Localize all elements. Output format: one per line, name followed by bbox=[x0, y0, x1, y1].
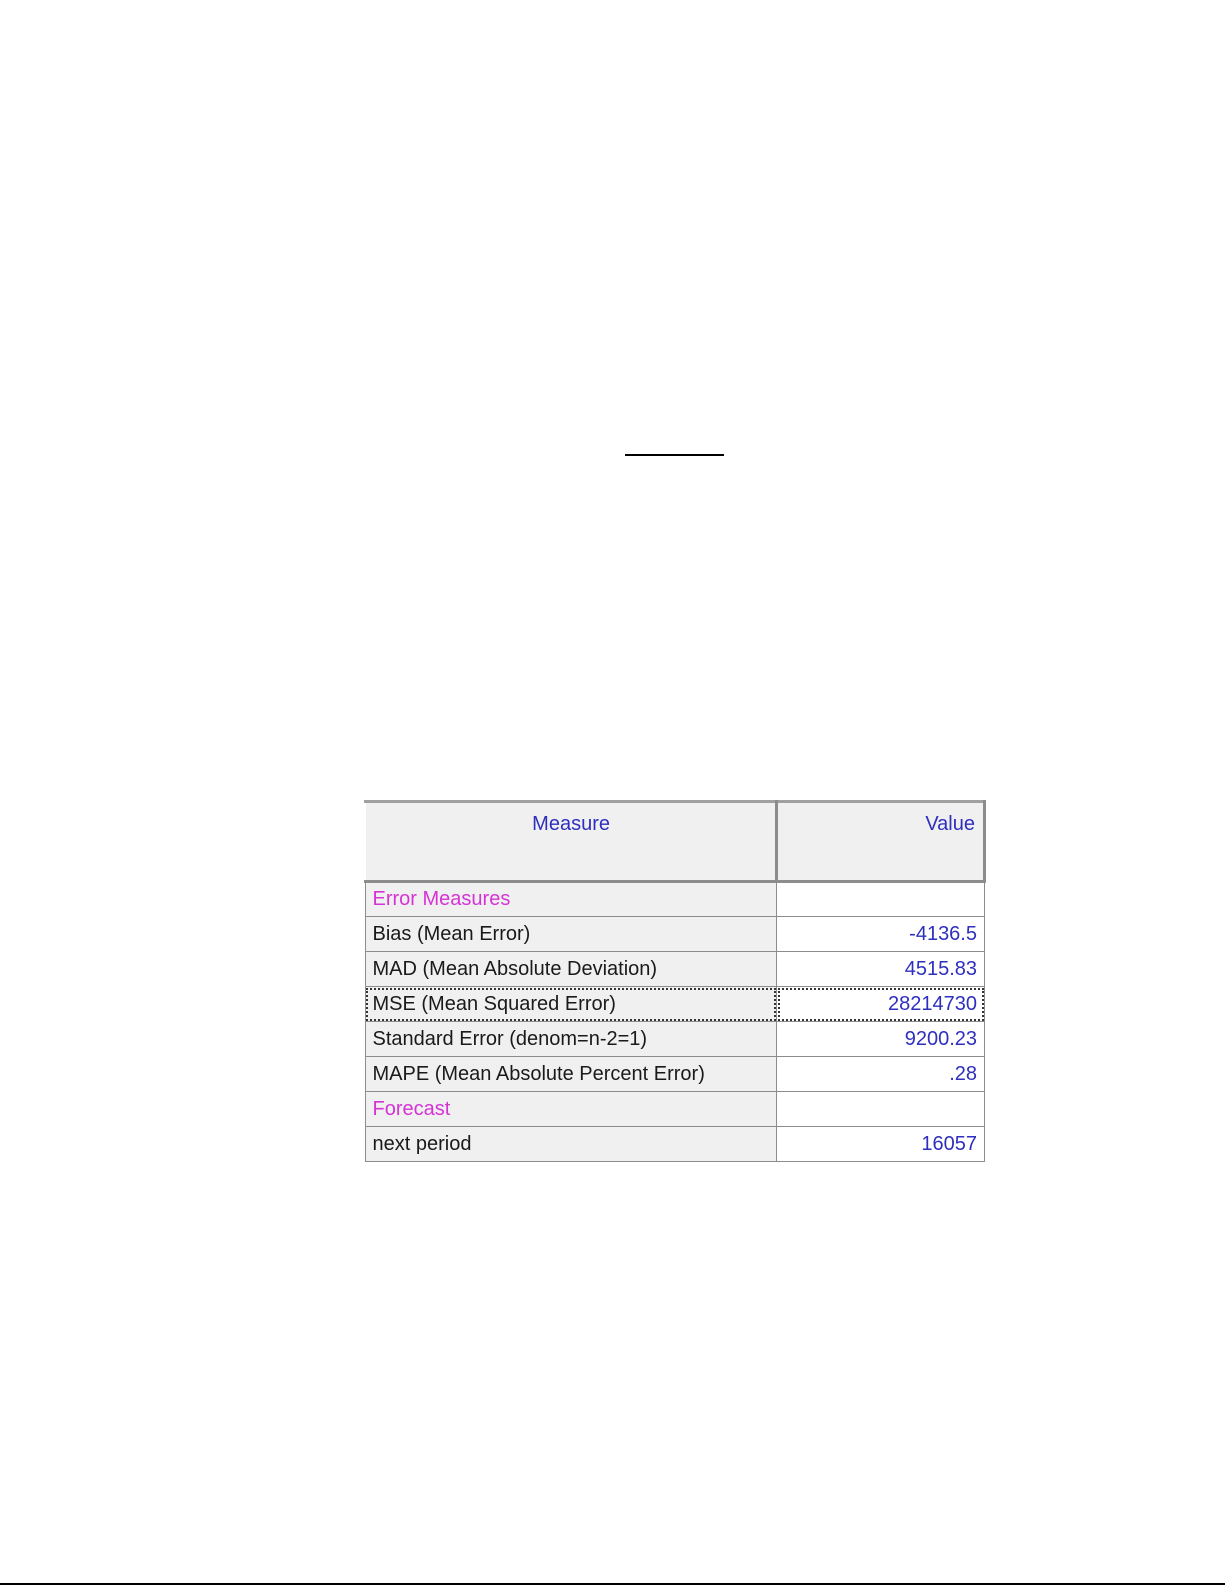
table-row-next-period bbox=[365, 1127, 985, 1162]
row-label-mse[interactable]: MSE (Mean Squared Error) bbox=[365, 987, 777, 1022]
measure-column-header[interactable]: Measure bbox=[365, 802, 777, 882]
table-row-mse bbox=[365, 987, 985, 1022]
value-column-header[interactable]: Value bbox=[777, 802, 985, 882]
row-label-bias[interactable]: Bias (Mean Error) bbox=[365, 917, 777, 952]
row-label-mape[interactable]: MAPE (Mean Absolute Percent Error) bbox=[365, 1057, 777, 1092]
row-value-mad[interactable]: 4515.83 bbox=[777, 952, 985, 987]
section-value-error-measures[interactable] bbox=[777, 882, 985, 917]
row-value-mse[interactable]: 28214730 bbox=[777, 987, 985, 1022]
section-row-error-measures bbox=[365, 882, 985, 917]
results-grid bbox=[364, 800, 986, 1162]
section-row-forecast bbox=[365, 1092, 985, 1127]
row-value-bias[interactable]: -4136.5 bbox=[777, 917, 985, 952]
section-label-error-measures[interactable]: Error Measures bbox=[365, 882, 777, 917]
row-value-next-period[interactable]: 16057 bbox=[777, 1127, 985, 1162]
row-value-standard-error[interactable]: 9200.23 bbox=[777, 1022, 985, 1057]
section-value-forecast[interactable] bbox=[777, 1092, 985, 1127]
table-row-mad bbox=[365, 952, 985, 987]
row-value-mape[interactable]: .28 bbox=[777, 1057, 985, 1092]
table-row-mape bbox=[365, 1057, 985, 1092]
row-label-mad[interactable]: MAD (Mean Absolute Deviation) bbox=[365, 952, 777, 987]
table-row-bias bbox=[365, 917, 985, 952]
underline-rule bbox=[625, 454, 724, 456]
row-label-next-period[interactable]: next period bbox=[365, 1127, 777, 1162]
table-row-standard-error bbox=[365, 1022, 985, 1057]
header-row bbox=[365, 802, 985, 882]
section-label-forecast[interactable]: Forecast bbox=[365, 1092, 777, 1127]
row-label-standard-error[interactable]: Standard Error (denom=n-2=1) bbox=[365, 1022, 777, 1057]
